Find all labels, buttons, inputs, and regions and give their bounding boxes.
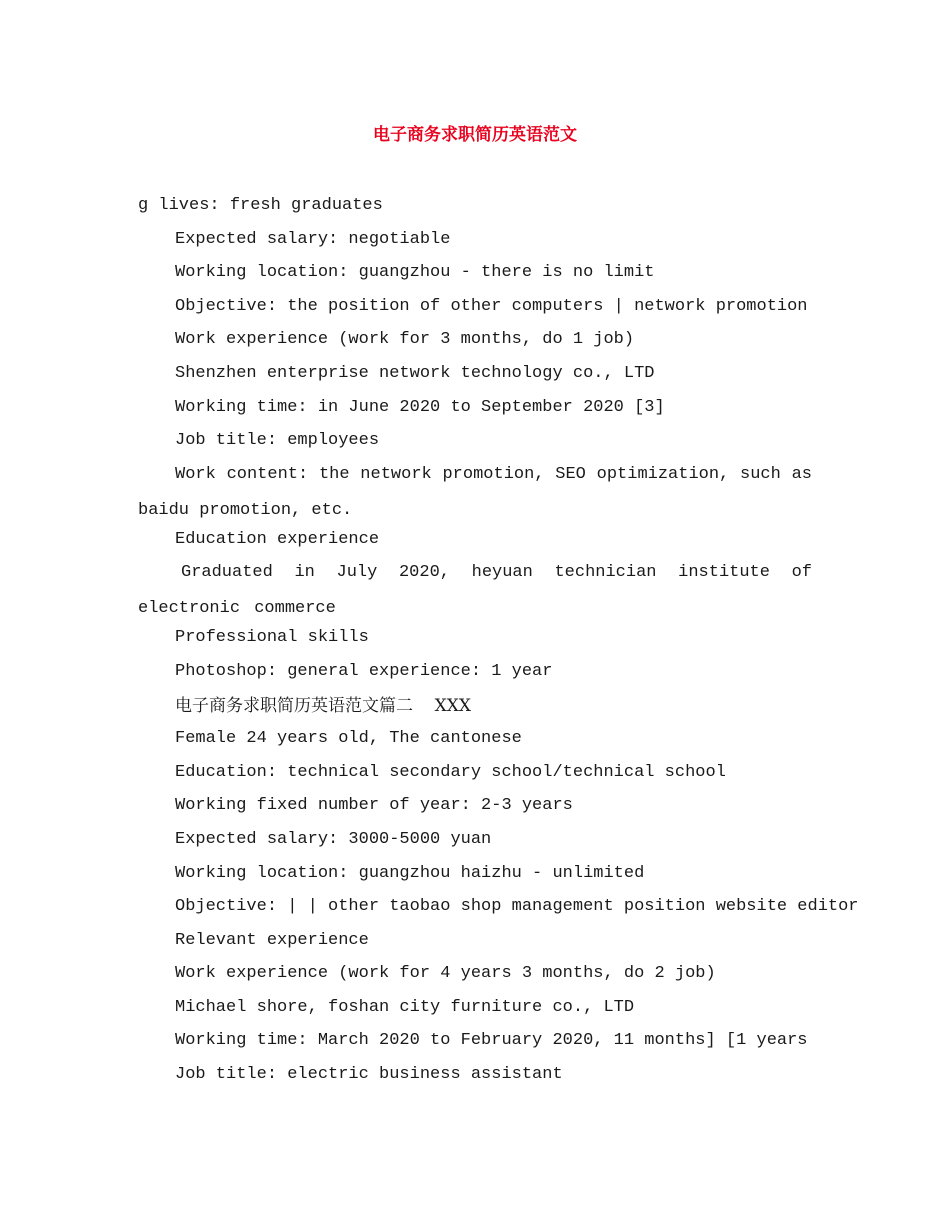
paragraph-wrapped: Work content: the network promotion, SEO optimization, such as baidu promotion, etc. [138,464,812,520]
paragraph-wrapped: Graduated in July 2020, heyuan technician institute of electronic commerce [138,563,812,619]
paragraph-line: Job title: employees [175,431,380,451]
paragraph-line: Work experience (work for 4 years 3 months, do 2 job) [175,964,716,984]
paragraph-line: Professional skills [175,628,369,648]
section-heading-line: 电子商务求职简历英语范文篇二 XXX [175,695,471,716]
paragraph-line: g lives: fresh graduates [138,196,383,215]
paragraph-line: Work experience (work for 3 months, do 1 job) [175,330,635,350]
paragraph-line: Objective: the position of other computers | network promotion [175,296,808,316]
paragraph-line: Working time: March 2020 to February 2020, 11 months] [1 years [175,1031,808,1051]
paragraph-line: Education: technical secondary school/technical school [175,762,726,782]
paragraph-line: Expected salary: negotiable [175,229,451,249]
document-body [138,193,859,1096]
paragraph-line: Michael shore, foshan city furniture co., LTD [175,997,635,1017]
paragraph-line: Female 24 years old, The cantonese [175,729,522,749]
paragraph-line: Working location: guangzhou - there is no limit [175,263,655,283]
paragraph-line: Objective: | | other taobao shop management position website editor [175,897,859,917]
paragraph-line: Education experience [175,529,380,549]
paragraph-line: Shenzhen enterprise network technology co., LTD [175,363,655,383]
paragraph-line: Photoshop: general experience: 1 year [175,661,553,681]
paragraph-line: Working fixed number of year: 2-3 years [175,796,573,816]
paragraph-line: Working time: in June 2020 to September 2020 [3] [175,397,665,417]
paragraph-line: Job title: electric business assistant [175,1065,563,1085]
paragraph-line: Working location: guangzhou haizhu - unlimited [175,863,645,883]
paragraph-line: Relevant experience [175,930,369,950]
paragraph-line: Expected salary: 3000-5000 yuan [175,829,492,849]
document-title: 电子商务求职简历英语范文 [373,125,577,145]
